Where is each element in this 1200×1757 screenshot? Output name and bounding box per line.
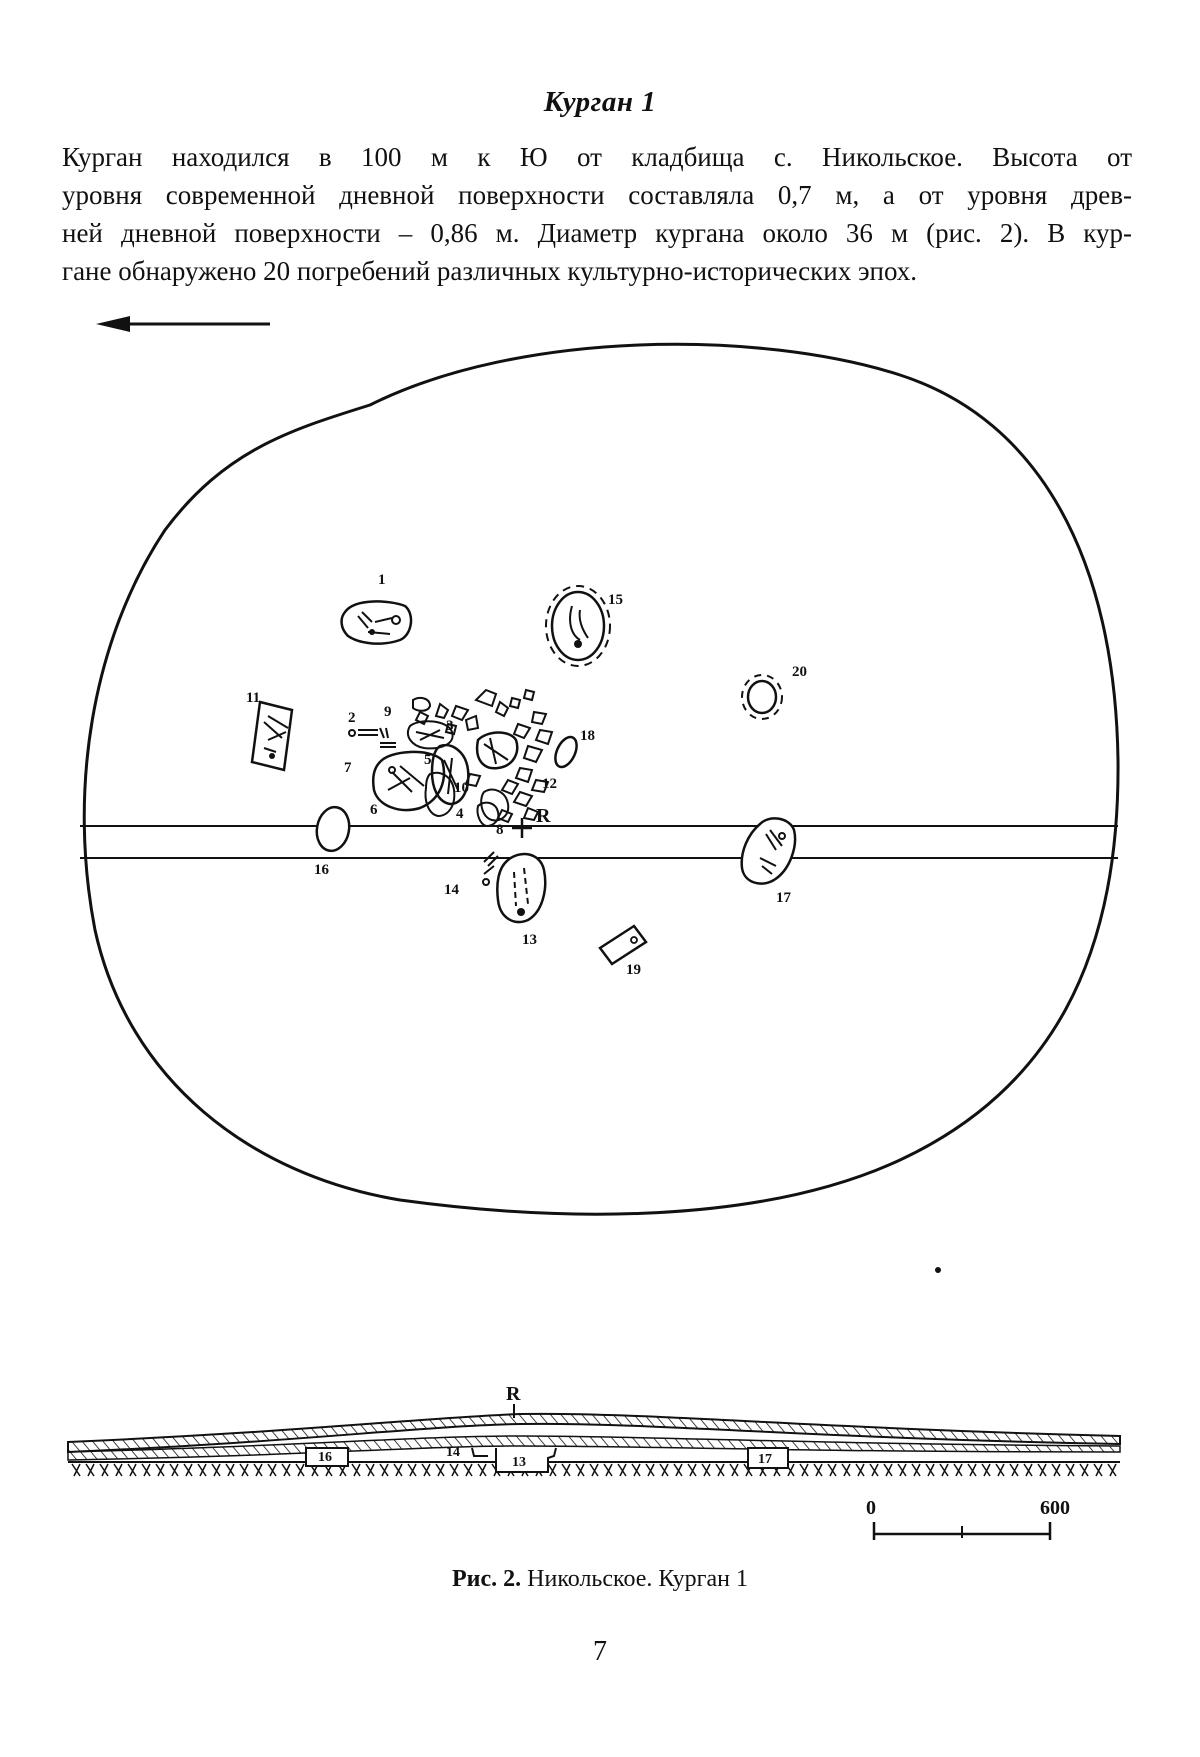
central-burial-cluster xyxy=(349,690,552,826)
figure-caption xyxy=(0,1566,1200,1593)
burial-18-pit xyxy=(551,734,581,771)
section-label: 14 xyxy=(446,1445,460,1460)
section-burial-13 xyxy=(496,1448,556,1472)
scale-bar xyxy=(874,1522,1050,1540)
burial-label: 9 xyxy=(384,704,392,720)
burial-label: 19 xyxy=(626,962,641,978)
caption-prefix: Рис. 2. xyxy=(452,1566,522,1592)
page-number: 7 xyxy=(593,1636,607,1667)
paragraph-line: Курган находился в 100 м к Ю от кладбища с. Никольское. Высота от xyxy=(62,142,1132,172)
burial-label: 4 xyxy=(456,806,464,822)
burial-label: 3 xyxy=(446,718,454,734)
burial-label: 12 xyxy=(542,776,557,792)
section-reference-label: R xyxy=(506,1383,521,1405)
burial-label: 11 xyxy=(246,690,261,706)
section-burial-14 xyxy=(472,1448,488,1456)
burial-label: 18 xyxy=(580,728,595,744)
burial-11-pit xyxy=(252,702,292,770)
burial-label: 16 xyxy=(314,862,329,878)
mound-outline xyxy=(84,344,1118,1214)
burial-label: 6 xyxy=(370,802,378,818)
burial-label: 10 xyxy=(454,780,469,796)
burial-label: 20 xyxy=(792,664,807,680)
burial-15-pit xyxy=(546,586,610,666)
body-paragraph xyxy=(62,138,1132,290)
burial-label: 1 xyxy=(378,572,386,588)
paragraph-line: ней дневной поверхности – 0,86 м. Диаметр кургана около 36 м (рис. 2). В кур- xyxy=(62,218,1132,248)
caption-text: Никольское. Курган 1 xyxy=(521,1566,748,1592)
burial-label: 8 xyxy=(496,822,504,838)
burial-19-pit xyxy=(600,926,646,964)
burial-13-pit xyxy=(497,854,545,922)
stray-dot xyxy=(935,1267,941,1273)
paragraph-line: гане обнаружено 20 погребений различных культурно-исторических эпох. xyxy=(62,256,918,286)
burial-label: 5 xyxy=(424,752,432,768)
burial-label: 13 xyxy=(522,932,537,948)
section-label: 17 xyxy=(758,1452,772,1467)
scale-start-label: 0 xyxy=(866,1497,876,1519)
subsoil-hatching xyxy=(72,1464,1116,1476)
paragraph-line: уровня современной дневной поверхности составляла 0,7 м, а от уровня древ- xyxy=(62,180,1132,210)
trench-band xyxy=(80,826,1118,858)
burial-14-pit xyxy=(483,852,498,885)
page-title: Курган 1 xyxy=(543,86,657,118)
burial-17-pit xyxy=(742,818,795,883)
section-label: 13 xyxy=(512,1455,526,1470)
burial-label: 7 xyxy=(344,760,352,776)
reference-point-label: R xyxy=(536,805,551,827)
kurgan-plan-figure xyxy=(0,300,1200,1350)
burial-1-pit xyxy=(342,601,411,643)
burial-label: 14 xyxy=(444,882,459,898)
reference-point-marker xyxy=(512,818,532,838)
north-arrow-icon xyxy=(96,316,270,332)
section-label: 16 xyxy=(318,1450,332,1465)
burial-label: 17 xyxy=(776,890,791,906)
scale-end-label: 600 xyxy=(1040,1497,1070,1519)
burial-20-pit xyxy=(742,675,782,719)
burial-label: 15 xyxy=(608,592,623,608)
burial-label: 2 xyxy=(348,710,356,726)
burial-16-pit xyxy=(313,805,352,854)
kurgan-section-figure xyxy=(0,1370,1200,1550)
